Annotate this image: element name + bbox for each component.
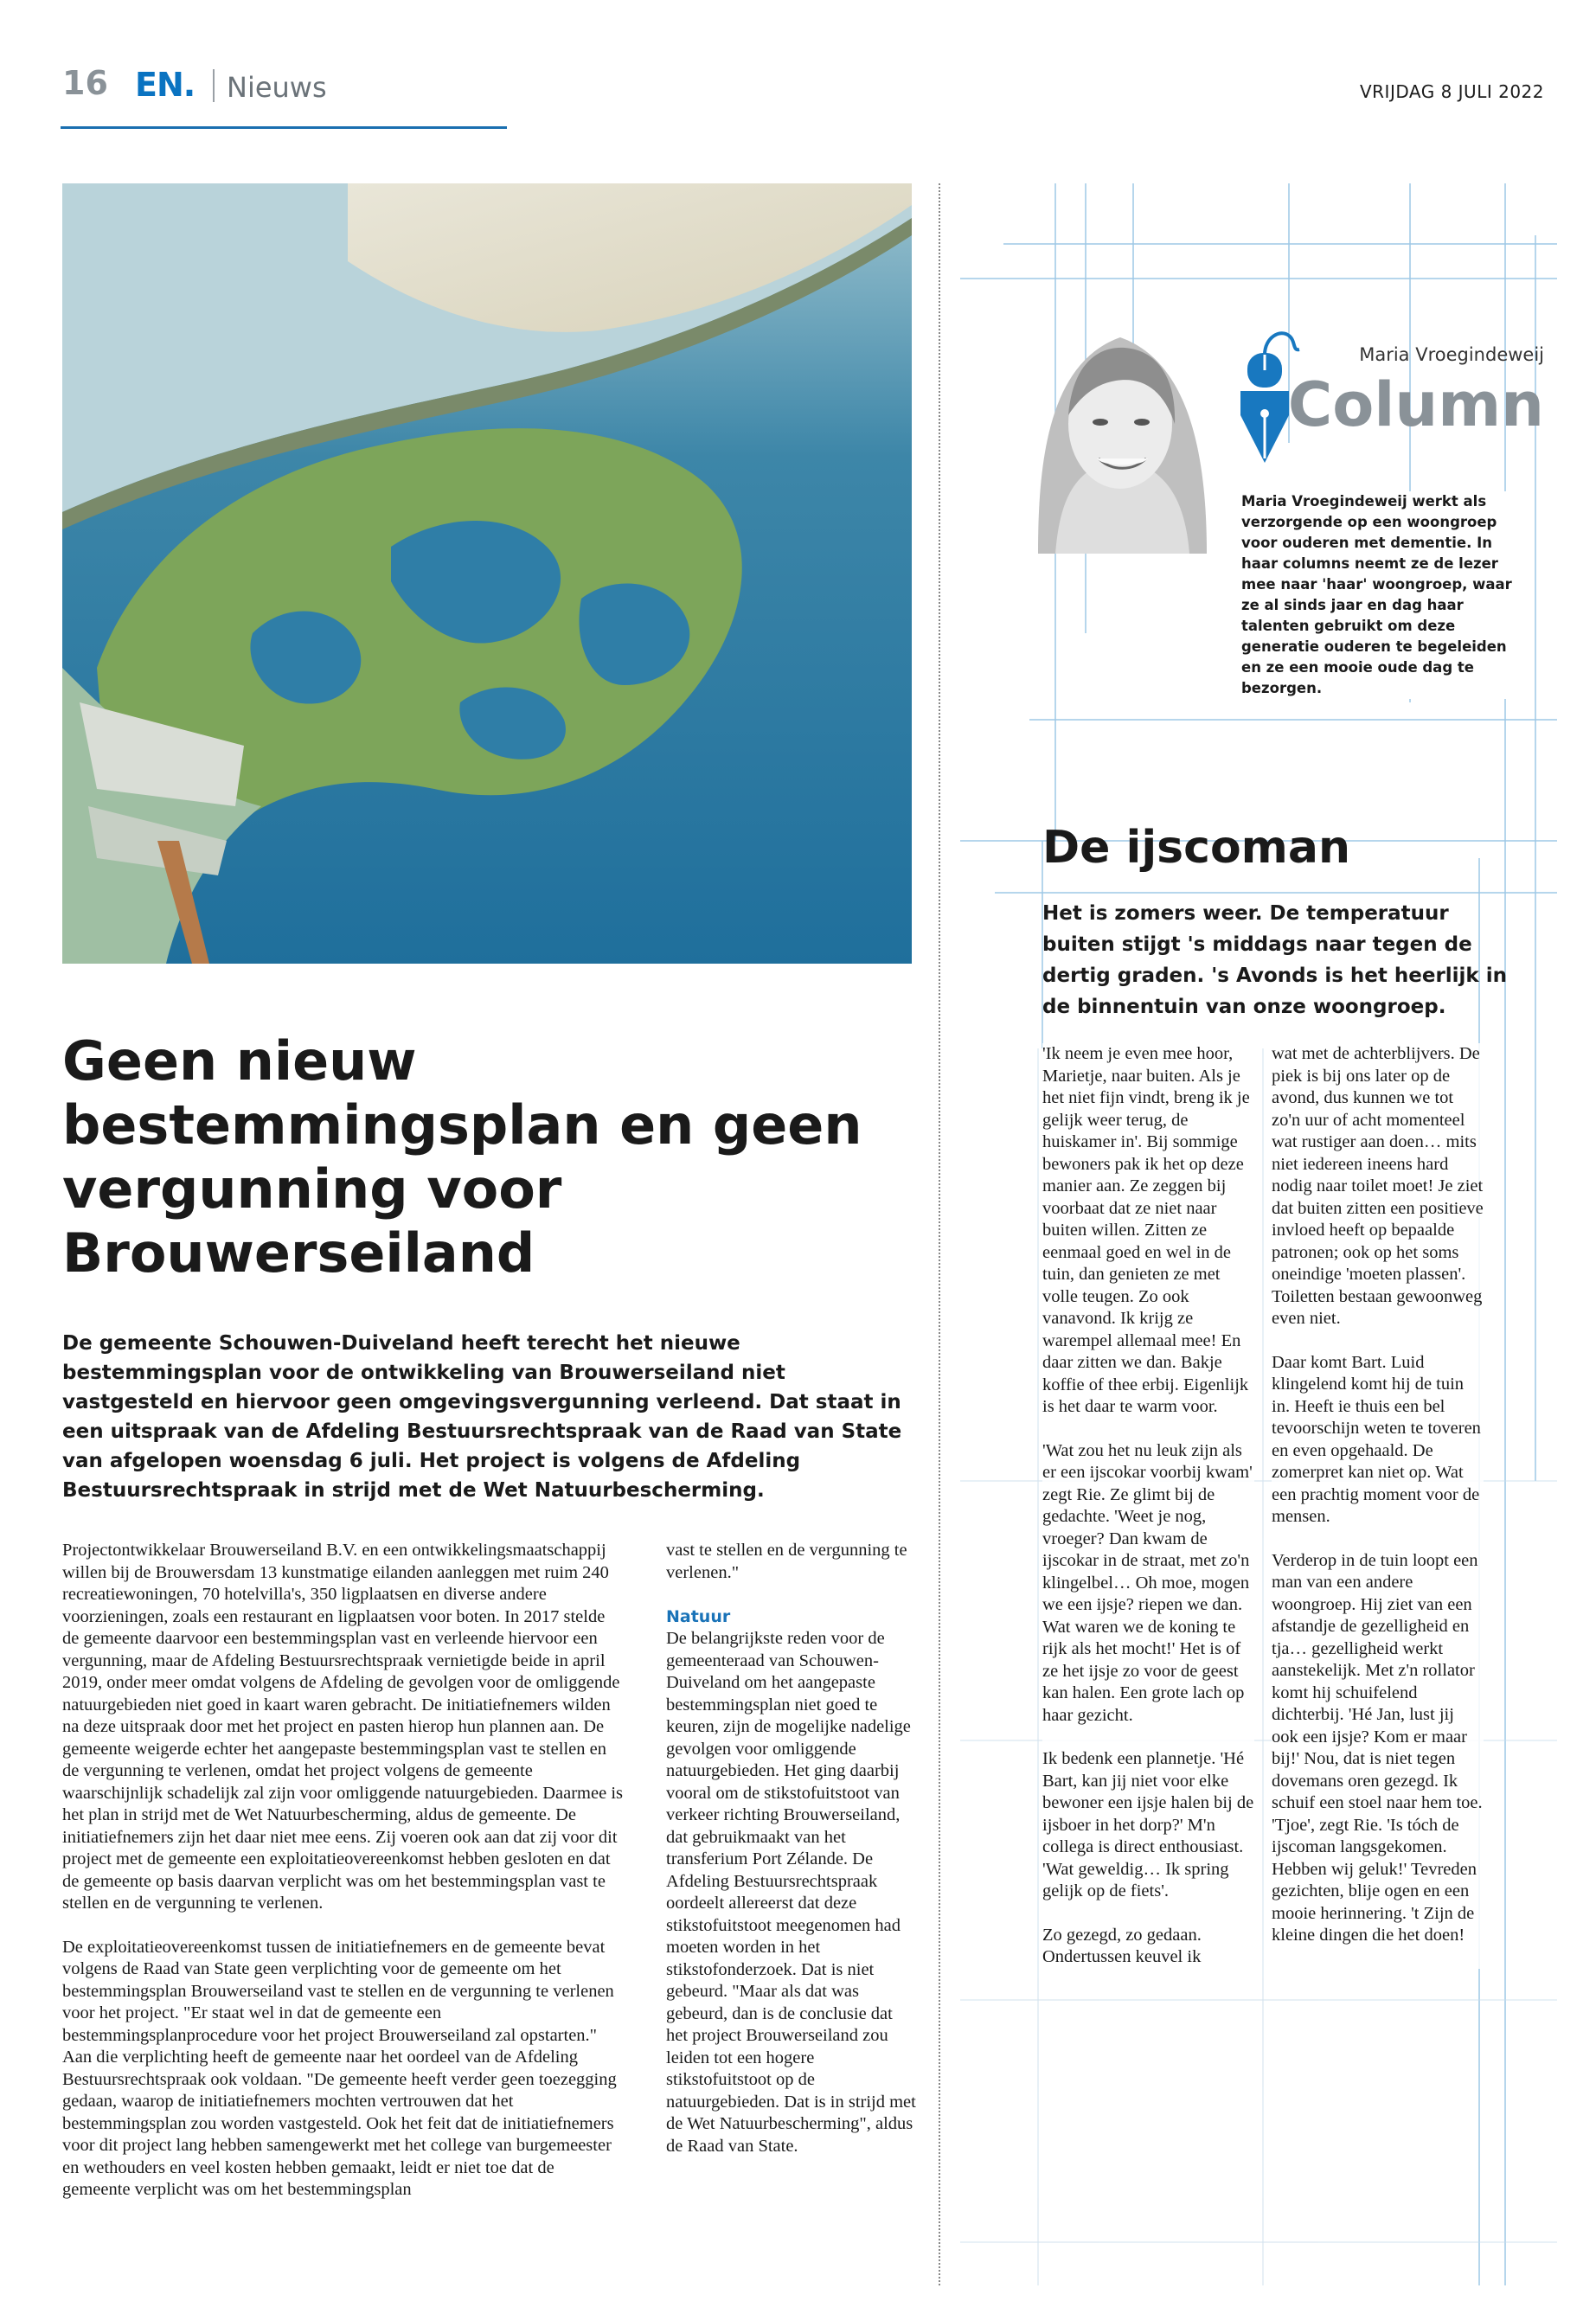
column-paragraph: 'Wat zou het nu leuk zijn als er een ijscokar voorbij kwam' zegt Rie. Ze glimt bij de gedachte. 'Weet je nog, vroeger? Dan kwam de ijscokar in de straat, met zo'n klingelbel… Oh moe, mogen we een ijsje? riepen we dan. Wat waren we de koning te rijk als het mocht!' Het is of ze het ijsje zo voor de geest kan halen. Een grote lach op haar gezicht. (1042, 1440, 1253, 1725)
article-paragraph: Projectontwikkelaar Brouwerseiland B.V. en een ontwikkelingsmaatschappij willen bij de Brouwersdam 13 kunstmatige eilanden aanleggen met ruim 240 recreatiewoningen, 70 hotelvilla's, 350 ligplaatsen en diverse andere voorzieningen, zoals een restaurant en ligplaatsen voor boten. In 2017 stelde de gemeente daarvoor een bestemmingsplan vast en verleende hiervoor een vergunning, maar de Afdeling Bestuursrechtspraak vernietigde beide in april 2019, onder meer omdat volgens de Afdeling de gevolgen voor de omliggende natuurgebieden niet goed in kaart waren gebracht. De initiatiefnemers wilden na deze uitspraak door met het project en pasten hierop hun plannen aan. De gemeente weigerde echter het aangepaste bestemmingsplan vast te stellen en de vergunning te verlenen, omdat het project volgens de gemeente waarschijnlijk schadelijk zal zijn voor omliggende natuurgebieden. Daarmee is het plan in strijd met de Wet Natuurbescherming, aldus de gemeente. De initiatiefnemers zijn het daar niet mee eens. Zij voeren ook aan dat zij voor dit project met de gemeente een exploitatieovereenkomst hebben gesloten en dat de gemeente op basis daarvan verplicht was om het bestemmingsplan vast te stellen en de vergunning te verlenen. (62, 1541, 624, 1913)
column-text-right (1272, 1043, 1484, 1969)
issue-date: VRIJDAG 8 JULI 2022 (1359, 81, 1544, 102)
column-intro: Het is zomers weer. De temperatuur buiten stijgt 's middags naar tegen de dertig graden. 's Avonds is het heerlijk in de binnentuin van onze woongroep. (1042, 902, 1507, 1018)
column-paragraph: Ik bedenk een plannetje. 'Hé Bart, kan jij niet voor elke bewoner een ijsje halen bij de ijsboer in het dorp?' M'n collega is direct enthousiast. 'Wat geweldig… Ik spring gelijk op de fiets'. (1042, 1749, 1254, 1900)
column-label: Column (1287, 369, 1544, 440)
columnist-portrait (1003, 294, 1237, 554)
logo-divider (213, 69, 215, 102)
column-paragraph: wat met de achterblijvers. De piek is bij ons later op de avond, dus kunnen we tot zo'n uur of acht momenteel wat rustiger aan doen… mits niet iedereen ineens hard nodig naar toilet moet! Je ziet dat buiten zitten een positieve invloed heeft op bepaalde patronen; ook op het soms oneindige 'moeten plassen'. Toiletten bestaan gewoonweg even niet. (1272, 1044, 1484, 1328)
page-number: 16 (62, 64, 108, 102)
section-label: Nieuws (227, 71, 327, 104)
article-subhead: Natuur (666, 1607, 731, 1626)
aerial-photo-brouwerseiland (62, 183, 912, 964)
newspaper-logo: EN. (135, 66, 195, 104)
column-paragraph: Verderop in de tuin loopt een man van een andere woongroep. Hij ziet van een afstandje de gezelligheid en tja… gezelligheid werkt aanstekelijk. Met z'n rollator komt hij schuifelend dichterbij. 'Hé Jan, lust jij ook een ijsje? Kom er maar bij!' Nou, dat is niet tegen dovemans oren gezegd. Ik schuif een stoel naar hem toe. 'Tjoe', zegt Rie. 'Is tóch de ijscoman langsgekomen. Hebben wij geluk!' Tevreden gezichten, blije ogen en een mooie herinnering. 't Zijn de kleine dingen die het doen! (1272, 1550, 1483, 1945)
column-author: Maria Vroegindeweij (1359, 344, 1544, 365)
article-body-right (666, 1540, 917, 2179)
column-title: De ijscoman (1042, 822, 1350, 874)
article-paragraph: vast te stellen en de vergunning te verlenen." (666, 1541, 907, 1582)
article-lead: De gemeente Schouwen-Duiveland heeft terecht het nieuwe bestemmingsplan voor de ontwikkeling van Brouwerseiland niet vastgesteld en hiervoor geen omgevingsvergunning verleend. Dat staat in een uitspraak van de Afdeling Bestuursrechtspraak van de Raad van State van afgelopen woensdag 6 juli. Het project is volgens de Afdeling Bestuursrechtspraak in strijd met de Wet Natuurbescherming. (62, 1332, 902, 1502)
columnist-bio: Maria Vroegindeweij werkt als verzorgende op een woongroep voor ouderen met dementie. In haar columns neemt ze de lezer mee naar 'haar' woongroep, waar ze al sinds jaar en dag haar talenten gebruikt om deze generatie ouderen te begeleiden en ze een mooie oude dag te bezorgen. (1241, 491, 1527, 699)
article-headline: Geen nieuw bestemmingsplan en geen vergunning voor Brouwerseiland (62, 1029, 862, 1285)
header-rule (61, 126, 507, 129)
column-text-left (1042, 1043, 1254, 1990)
column-paragraph: 'Ik neem je even mee hoor, Marietje, naar buiten. Als je het niet fijn vindt, breng ik je gelijk weer terug, de huiskamer in'. Bij sommige bewoners pak ik het op deze manier aan. Ze zeggen bij voorbaat dat ze niet naar buiten willen. Zitten ze eenmaal goed en wel in de tuin, dan genieten ze met volle teugen. Zo ook vanavond. Ik krijg ze warempel allemaal mee! En daar zitten we dan. Bakje koffie of thee erbij. Eigenlijk is het daar te warm voor. (1042, 1044, 1250, 1416)
article-paragraph: De exploitatieovereenkomst tussen de initiatiefnemers en de gemeente bevat volgens de Raad van State geen verplichting voor de gemeente om het bestemmingsplan Brouwerseiland vast te stellen en de vergunning te verlenen voor het project. "Er staat wel in dat de gemeente een bestemmingsplanprocedure voor het project Brouwerseiland zal opstarten." Aan die verplichting heeft de gemeente naar het oordeel van de Afdeling Bestuursrechtspraak ook voldaan. "De gemeente heeft verder geen toezegging gedaan, waarop de initiatiefnemers mochten vertrouwen dat het bestemmingsplan zou worden vastgesteld. Ook het feit dat de initiatiefnemers voor dit project lang hebben samengewerkt met het college van burgemeester en wethouders en veel kosten hebben gemaakt, leidt er niet toe dat de gemeente verplicht was om het bestemmingsplan (62, 1937, 617, 2199)
article-paragraph: De belangrijkste reden voor de gemeenteraad van Schouwen-Duiveland om het aangepaste bestemmingsplan niet goed te keuren, zijn de mogelijke nadelige gevolgen voor omliggende natuurgebieden. Het ging daarbij vooral om de stikstofuitstoot van verkeer richting Brouwerseiland, dat gebruikmaakt van het transferium Port Zélande. De Afdeling Bestuursrechtspraak oordeelt allereerst dat deze stikstofuitstoot meegenomen had moeten worden in het stikstofonderzoek. Dat is niet gebeurd. "Maar als dat was gebeurd, dan is de conclusie dat het project Brouwerseiland zou leiden tot een hogere stikstofuitstoot op de natuurgebieden. Dat is in strijd met de Wet Natuurbescherming", aldus de Raad van State. (666, 1629, 916, 2156)
column-paragraph: Zo gezegd, zo gedaan. Ondertussen keuvel ik (1042, 1925, 1202, 1966)
article-body-left (62, 1540, 625, 2223)
column-divider (939, 183, 940, 2285)
column-paragraph: Daar komt Bart. Luid klingelend komt hij de tuin in. Heeft ie thuis een bel tevoorschijn weten te toveren en even opgehaald. De zomerpret kan niet op. Wat een prachtig moment voor de mensen. (1272, 1352, 1481, 1526)
